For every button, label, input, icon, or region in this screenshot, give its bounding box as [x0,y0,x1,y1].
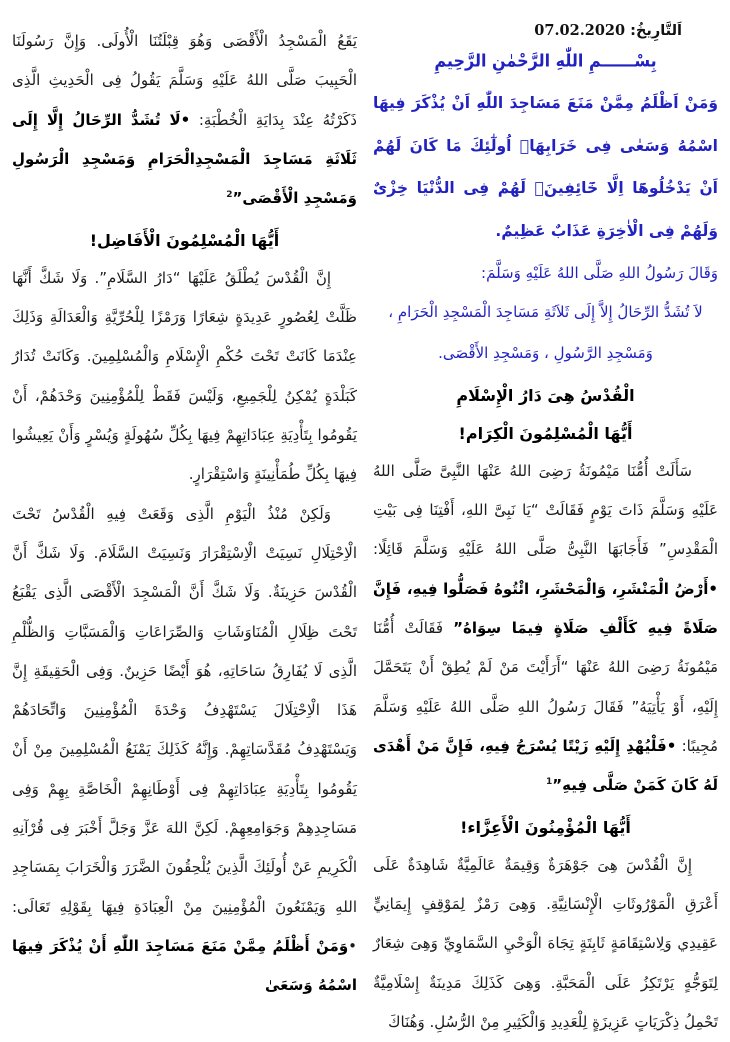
section-heading-muslimun-kiram: أَيُّهَا الْمُسْلِمُونَ الْكِرَام! [458,424,633,444]
paragraph-text: سَأَلَتْ أُمُّنَا مَيْمُونَةُ رَضِىَ اللهُ عَنْهَا النَّبِىَّ صَلَّى اللهُ عَلَيْهِ وَسَلَّمَ ذَاتَ يَوْمٍ فَقَالَتْ “يَا نَبِىَّ اللهِ، أَفْتِنَا فِى بَيْتِ الْمَقْدِسِ” فَأَجَابَهَا النَّبِىُّ صَلَّى اللهُ عَلَيْهِ وَسَلَّمَ قَائِلًا: [373,461,718,559]
hadith-intro: وَقَالَ رَسُولُ اللهِ صَلَّى اللهُ عَلَيْهِ وَسَلَّمَ: [481,263,718,282]
hadith-text: لاَ تُشَدُّ الرِّحَالُ إِلاَّ إِلَى ثَلاَثَةِ مَسَاجِدَ الْمَسْجِدِ الْحَرَامِ ، وَمَسْجِدِ الرَّسُولِ ، وَمَسْجِدِ الأَقْصَى. [388,303,703,362]
hadith-quote-bold: •لَا تُشَدُّ الرِّحَالُ إِلَّا إِلَى ثَلَاثَةِ مَسَاجِدَ الْمَسْجِدِالْحَرَامِ وَمَسْجِدِ الْرَسُولِ وَمَسْجِدِ الْأَقْصَى” [12,110,357,208]
date-value: 07.02.2020 [534,22,626,39]
paragraph-maymunah-hadith [373,452,718,806]
paragraph-quds-jewel: إِنَّ الْقُدْسَ هِىَ جَوْهَرَةٌ وَقِيمَةٌ عَالَمِيَّةٌ شَاهِدَةٌ عَلَى أَعْرَقِ الْمَوْرُوثَاتِ الْإِنْسَانِيَّةِ. وَهِىَ رَمْزٌ لِمَوْقِفٍ إِيمَانِيٍّ عَقِيدِي وَلِاسْتِقَامَةٍ ثَابِتَةٍ تِجَاهَ الْوَحْيِ السَّمَاوِيِّ وَهِىَ شِعَارٌ لِتَوَجُّهٍ يَرْتَكِزُ عَلَى الْمَحَبَّةِ. وَهِىَ كَذَلِكَ مَدِينَةٌ إِسْلَامِيَّةٌ تَحْمِلُ ذِكْرَيَاتٍ عَزِيزَةٍ لِلْعَدِيدِ وَالْكَثِيرِ مِنْ الرُّسُلِ. وَهُنَاكَ [373,855,718,1032]
footnote-ref-2: 2 [226,190,233,201]
date-label: اَلتَّارِيخُ: [630,23,682,39]
paragraph-text: وَلَكِنْ مُنْذُ الْيَوْمِ الَّذِى وَقَعَتْ فِيهِ الْقُدْسُ تَحْتَ الْاِحْتِلَالِ نَسِيَتْ الْاِسْتِقْرَارَ وَنَسِيَتْ السَّلَامَ. وَلَا شَكَّ أَنَّ الْقُدْسَ حَزِينَةٌ. وَلَا شَكَّ أَنَّ الْمَسْجِدَ الْأَقْصَى الَّذِى يَقْبَعُ تَحْتَ ظِلَالِ الْمُنَاوَشَاتِ وَالصِّرَاعَاتِ وَالْمَسَبَّاتِ وَالظُّلْمِ الَّذِى لَا يُفَارِقُ سَاحَاتِهِ، هُوَ أَيْضًا حَزِينٌ. وَفِى الْحَقِيقَةِ إِنَّ هَذَا الْاِحْتِلَالَ يَسْتَهْدِفُ وَحْدَةَ الْمُؤْمِنِينَ وَاتِّحَادَهُمْ وَيَسْتَهْدِفُ مُقَدَّسَاتِهِمْ. وَإِنَّهُ كَذَلِكَ يَمْنَعُ الْمُسْلِمِينَ مِنْ أَنْ يَقُومُوا بِتَأْدِيَةِ عِبَادَاتِهِمْ فِى أَوْطَانِهِمْ الْخَاصَّةِ بِهِمْ وَفِى مَسَاجِدِهِمْ وَجَوَامِعِهِمْ. لَكِنَّ اللهَ عَزَّ وَجَلَّ أَخْبَرَ فِى قُرْآنِهِ الْكَرِيمِ عَنْ أُولَئِكَ الَّذِينَ يُلْحِقُونَ الضَّرَرَ وَالْخَرَابَ بِمَسَاجِدِ اللهِ وَيَمْنَعُونَ الْمُؤْمِنِينَ مِنْ الْعِبَادَةِ فِيهَا بِقَوْلِهِ تَعَالَى: • [12,504,357,955]
date-line [373,22,718,39]
paragraph-text: فَقَالَتْ أُمُّنَا مَيْمُونَةُ رَضِىَ اللهُ عَنْهَا “أَرَأَيْتَ مَنْ لَمْ يُطِقْ أَنْ يَتَحَمَّلَ إِلَيْهِ، أَوْ يَأْتِيَهُ” فَقَالَ رَسُولُ اللهِ صَلَّى اللهُ عَلَيْهِ وَسَلَّمَ مُجِيبًا: [373,618,718,755]
quran-quote-bold: وَمَنْ أَظْلَمُ مِمَّنْ مَنَعَ مَسَاجِدَ اللّٰهِ أَنْ يُذْكَرَ فِيهَا اسْمُهُ وَسَعَىٰ [12,936,357,995]
column-primary [373,22,718,1032]
paragraph-aqsa-qibla [12,22,357,218]
column-continuation [12,22,357,995]
basmala-calligraphy: بِسْــــــمِ اللّٰهِ الرَّحْمٰنِ الرَّحِيمِ [434,50,657,71]
paragraph-occupation [12,495,357,1006]
quran-verse-blue: وَمَنْ اَظْلَمُ مِمَّنْ مَنَعَ مَسَاجِدَ اللّٰهِ اَنْ يُذْكَرَ فِيهَا اسْمُهُ وَسَعٰى فِى خَرَابِهَاۘ اُولٰٓئِكَ مَا كَانَ لَهُمْ اَنْ يَدْخُلُوهَٓا اِلَّا خَٓائِفِينَۚ لَهُمْ فِى الدُّنْيَا خِزْىٌ وَلَهُمْ فِى الْاٰخِرَةِ عَذَابٌ عَظِيمٌ. [373,94,718,240]
paragraph-text: يَقَعُ الْمَسْجِدُ الْأَقْصَى وَهُوَ قِبْلَتُنَا الْأُولَى. وَإِنَّ رَسُولَنَا الْحَبِيبَ صَلَّى اللهُ عَلَيْهِ وَسَلَّمَ يَقُولُ فِى الْحَدِيثِ الَّذِى ذَكَرْتُهُ عِنْدَ بِدَايَةِ الْخُطْبَةِ: [12,32,357,129]
footnote-ref-1: 1 [545,777,553,788]
section-heading-muslimun-afadil: أَيُّهَا الْمُسْلِمُونَ الْأَفَاضِل! [89,231,280,251]
section-heading-quds-dar-islam: الْقُدْسُ هِىَ دَارُ الْإِسْلَامِ [456,386,635,405]
paragraph-dar-salam: إِنَّ الْقُدْسَ يُطْلَقُ عَلَيْهَا “دَارُ السَّلَامِ”. وَلَا شَكَّ أَنَّهَا ظَلَّتْ لِعُصُورٍ عَدِيدَةٍ شِعَارًا وَرَمْزًا لِلْحُرِّيَّةِ وَالْعَدَالَةِ وَذَلِكَ عِنْدَمَا كَانَتْ تَحْتَ حُكْمِ الْإِسْلَامِ وَالْمُسْلِمِينَ. وَكَانَتْ تُدَارُ كَبَلْدَةٍ يُمْكِنُ لِلْجَمِيعِ، وَلَيْسَ فَقَطْ لِلْمُؤْمِنِينَ وَحْدَهُمْ، أَنْ يَقُومُوا بِتَأْدِيَةِ عِبَادَاتِهِمْ فِيهَا بِكُلِّ سُهُولَةٍ وَيُسْرٍ وَأَنْ يَعِيشُوا فِيهَا بِكُلِّ طُمَأْنِينَةٍ وَاسْتِقْرَارٍ. [12,268,357,484]
hadith-quote-bold: •أَرْضُ الْمَنْشَرِ، وَالْمَحْشَرِ، ائْتُوهُ فَصَلُّوا فِيهِ، فَإِنَّ صَلَاةً فِيهِ كَأَلْفِ صَلَاةٍ فِيمَا سِوَاهُ” [373,579,718,637]
hadith-quote-bold: •فَلْيُهْدِ إِلَيْهِ زَيْتًا يُسْرَجُ فِيهِ، فَإِنَّ مَنْ أَهْدَى لَهُ كَانَ كَمَنْ صَلَّى فِيهِ” [373,736,718,795]
section-heading-muminun-aizza: أَيُّهَا الْمُؤْمِنُونَ الْأَعِزَّاء! [460,818,631,838]
